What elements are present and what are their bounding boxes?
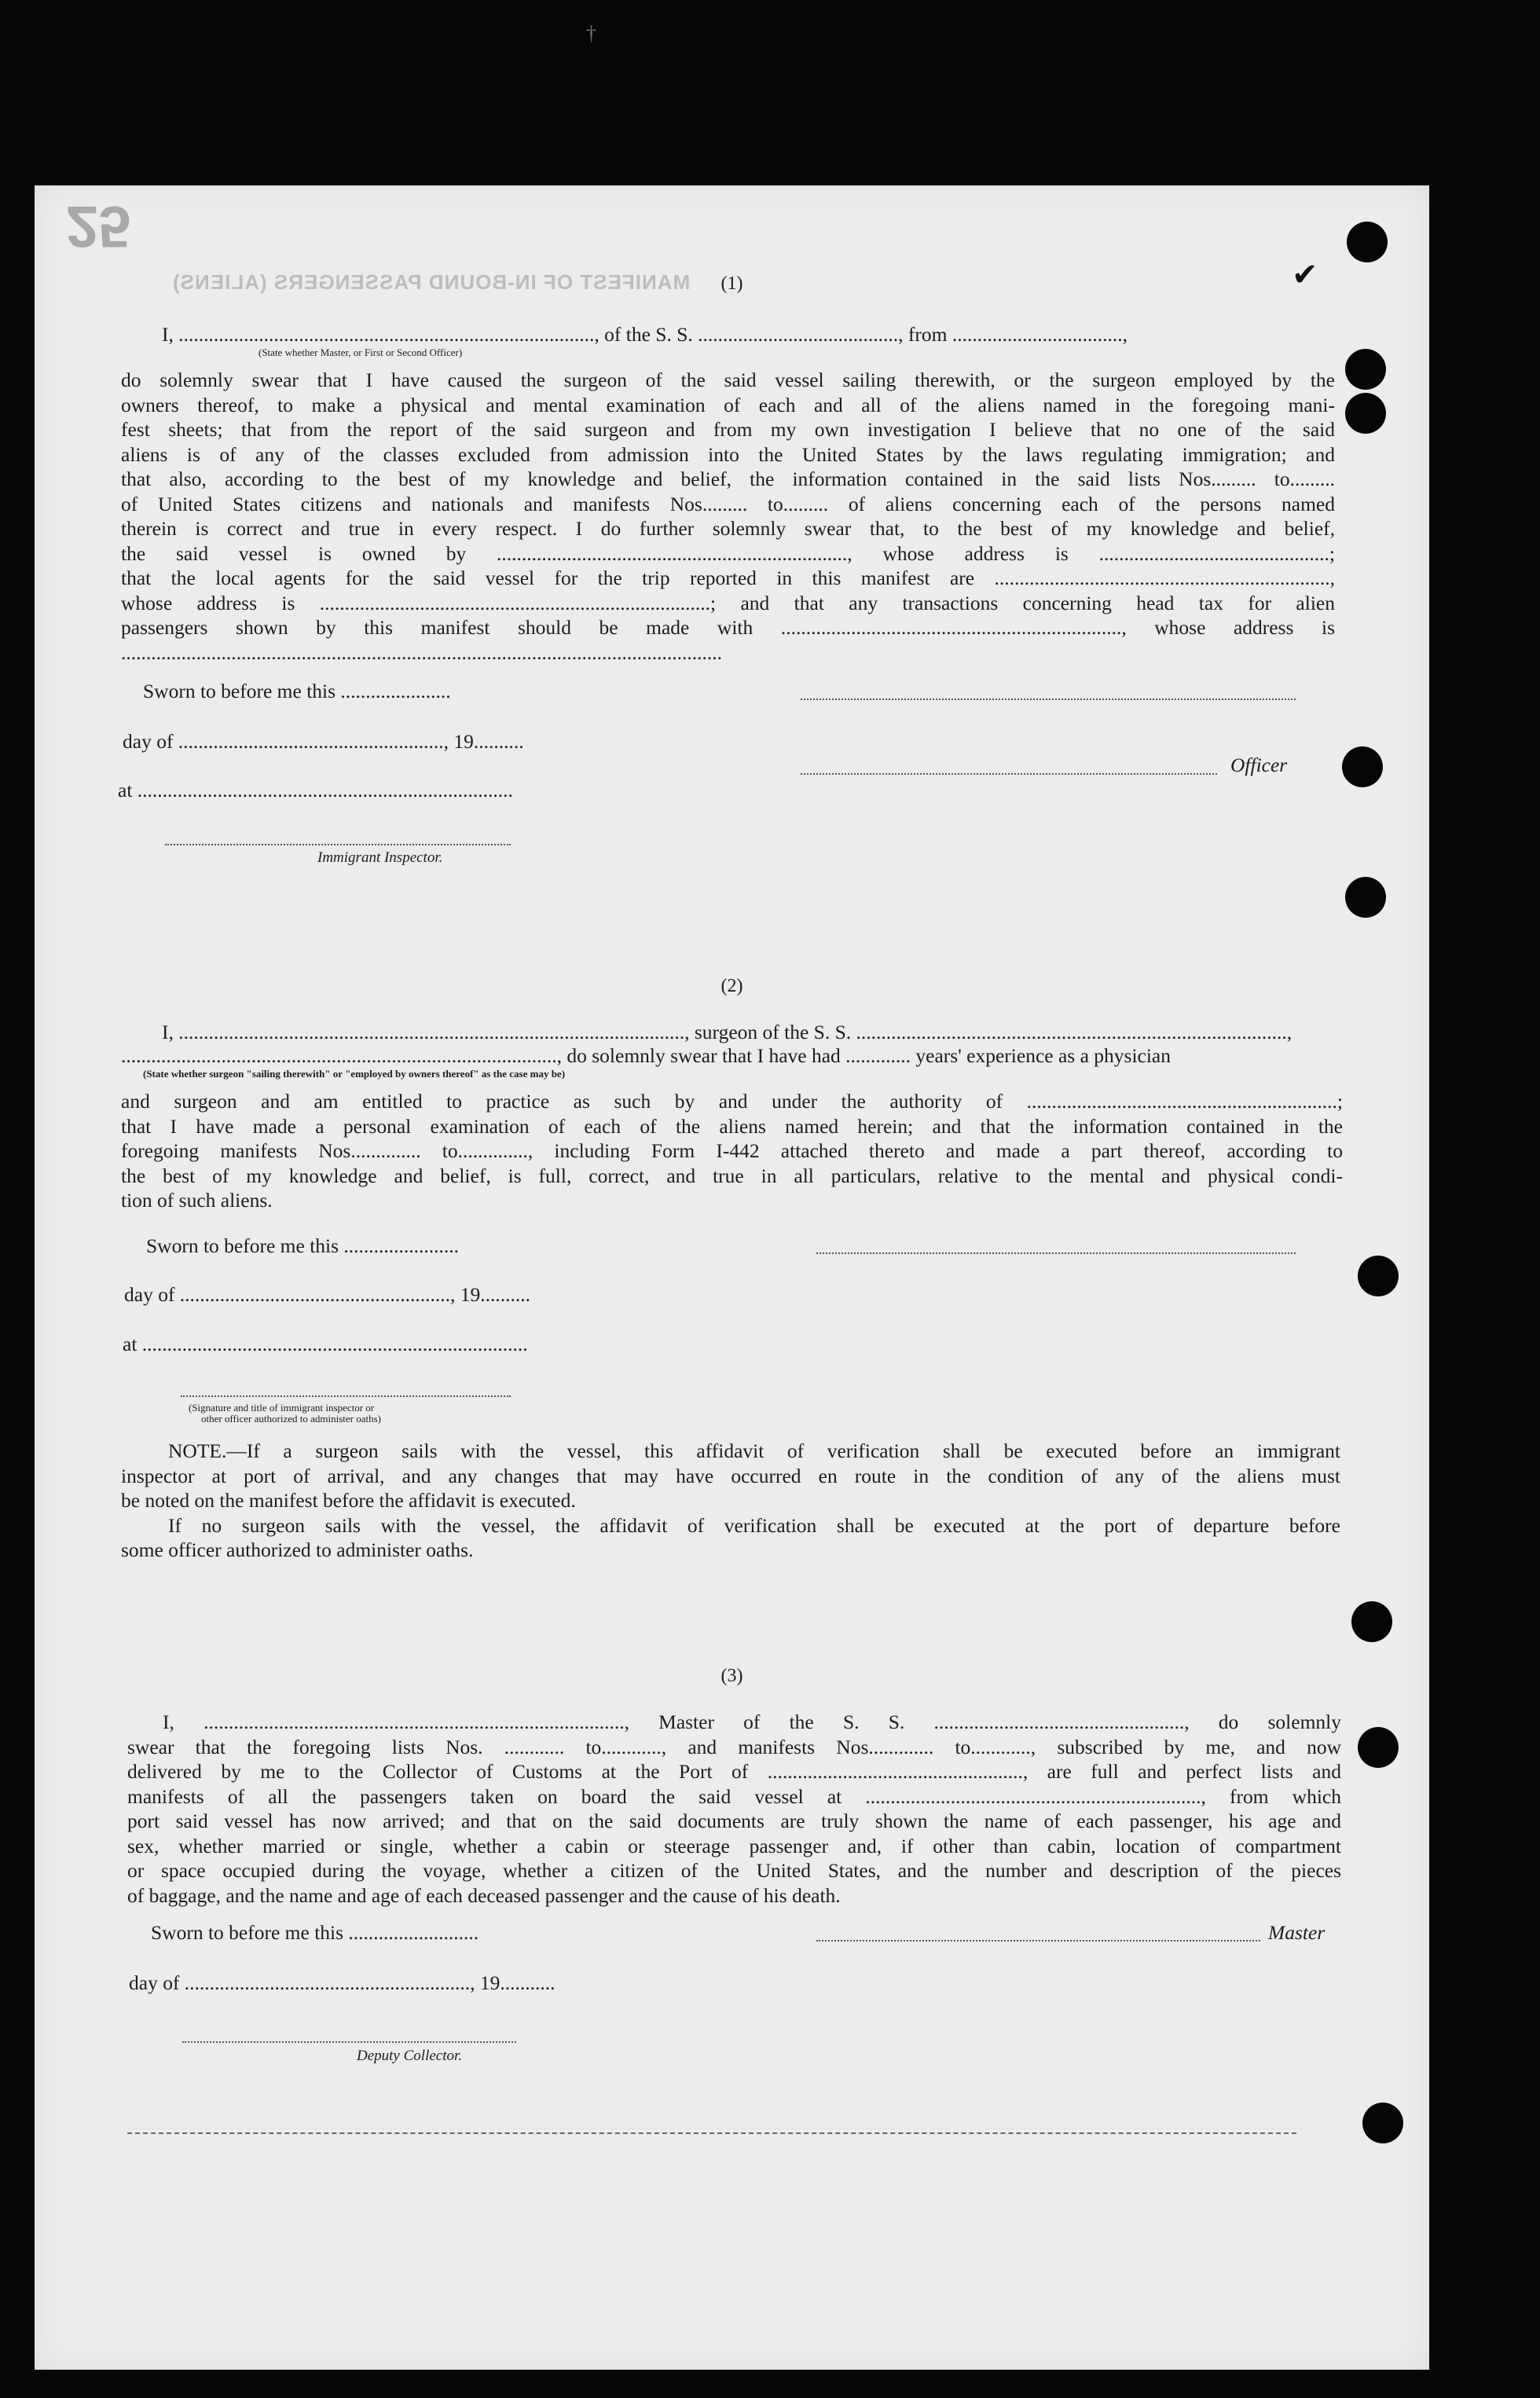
section-1-line: passengers shown by this manifest should be made with ...................................................................., whose address is bbox=[121, 616, 1335, 639]
section-1-day: day of ....................................................., 19.......... bbox=[123, 730, 524, 753]
section-3-line: I, ...................................................................................., Master of the S. S. .................................................., do solemnly bbox=[163, 1710, 1341, 1733]
section-1-paragraph bbox=[121, 368, 1335, 665]
section-3-line: port said vessel has now arrived; and that on the said documents are truly shown the name of each passenger, his age and bbox=[127, 1810, 1341, 1832]
section-2-signature-caption-2: other officer authorized to administer oaths) bbox=[201, 1413, 381, 1424]
section-3-line: manifests of all the passengers taken on board the said vessel at ..................................................................., from which bbox=[127, 1784, 1341, 1808]
punch-hole bbox=[1345, 349, 1386, 390]
punch-hole bbox=[1345, 393, 1386, 434]
section-3-day: day of ........................................................., 19........... bbox=[129, 1971, 556, 1994]
section-1-line: aliens is of any of the classes excluded from admission into the United States by the laws regulating immigration; and bbox=[121, 442, 1335, 466]
section-3-line: swear that the foregoing lists Nos. ............ to............, and manifests Nos............. to............, subscribed by me, and now bbox=[127, 1735, 1341, 1758]
section-2-note bbox=[121, 1439, 1340, 1563]
section-1-line: the said vessel is owned by ......................................................................, whose address is ..............................................; bbox=[121, 541, 1335, 565]
section-1-intro-line: I, ..................................................................................., of the S. S. ........................................, from .................................., bbox=[162, 323, 1128, 346]
punch-hole bbox=[1358, 1727, 1399, 1768]
section-1-inspector-line bbox=[165, 844, 511, 845]
bottom-rule bbox=[127, 2132, 1296, 2134]
section-2-signature-caption-1: (Signature and title of immigrant inspector or bbox=[189, 1402, 375, 1414]
check-mark: ✔ bbox=[1292, 257, 1318, 292]
punch-hole bbox=[1362, 2103, 1403, 2143]
section-3-master-label: Master bbox=[1268, 1921, 1326, 1944]
section-1-line: whose address is ..............................................................................; and that any transactions concerning head tax for alien bbox=[121, 591, 1335, 614]
section-1-line: that the local agents for the said vessel for the trip reported in this manifest are ..................................................................., bbox=[121, 566, 1335, 589]
section-1-inspector-caption: Immigrant Inspector. bbox=[317, 849, 443, 866]
section-1-line: fest sheets; that from the report of the said surgeon and from my own investigation I believe that no one of the said bbox=[121, 418, 1335, 441]
section-3-line: of baggage, and the name and age of each deceased passenger and the cause of his death. bbox=[127, 1883, 841, 1907]
section-3-line: or space occupied during the voyage, whether a citizen of the United States, and the number and description of the pieces bbox=[127, 1859, 1341, 1882]
section-2-line: the best of my knowledge and belief, is full, correct, and true in all particulars, relative to the mental and physical condi- bbox=[121, 1164, 1343, 1187]
section-1-number: (1) bbox=[720, 273, 743, 294]
section-2-inspector-line bbox=[181, 1395, 511, 1397]
section-2-line: foregoing manifests Nos.............. to.............., including Form I-442 attached thereto and made a part thereof, according to bbox=[121, 1139, 1343, 1162]
section-1-line: owners thereof, to make a physical and mental examination of each and all of the aliens named in the foregoing mani- bbox=[121, 393, 1335, 416]
note-line: If no surgeon sails with the vessel, the affidavit of verification shall be executed at the port of departure before bbox=[168, 1513, 1340, 1537]
section-2-line-2: ......................................................................................., do solemnly swear that I have had ............. years' experience as a physician bbox=[121, 1044, 1171, 1067]
section-1-line: do solemnly swear that I have caused the surgeon of the said vessel sailing therewith, or the surgeon employed by the bbox=[121, 368, 1335, 391]
note-line: some officer authorized to administer oaths. bbox=[121, 1538, 474, 1561]
section-2-day: day of ......................................................, 19.......... bbox=[124, 1283, 531, 1306]
section-1-signature-line bbox=[801, 698, 1296, 700]
section-2-number: (2) bbox=[720, 976, 743, 996]
punch-hole bbox=[1345, 877, 1386, 918]
section-2-line-1: I, ....................................................................................................., surgeon of the S. S. ......................................................................................, bbox=[162, 1021, 1292, 1043]
section-3-line: sex, whether married or single, whether a cabin or steerage passenger and, if other than cabin, location of compartment bbox=[127, 1834, 1341, 1857]
section-1-line: therein is correct and true in every respect. I do further solemnly swear that, to the best of my knowledge and belief, bbox=[121, 517, 1335, 540]
note-line: NOTE.—If a surgeon sails with the vessel, this affidavit of verification shall be executed before an immigrant bbox=[168, 1439, 1340, 1462]
corner-number: 25 bbox=[66, 194, 131, 259]
note-line: inspector at port of arrival, and any changes that may have occurred en route in the condition of any of the aliens must bbox=[121, 1464, 1340, 1487]
section-1-officer-line bbox=[801, 773, 1217, 775]
section-1-at: at ........................................................................... bbox=[118, 779, 513, 801]
punch-hole bbox=[1342, 746, 1383, 787]
section-1-sworn: Sworn to before me this ...................... bbox=[143, 680, 451, 702]
section-3-paragraph bbox=[127, 1710, 1341, 1908]
punch-hole bbox=[1347, 222, 1388, 262]
punch-hole bbox=[1351, 1601, 1392, 1642]
section-2-at: at ............................................................................. bbox=[123, 1333, 528, 1355]
section-2-line: that I have made a personal examination of each of the aliens named herein; and that the information contained in the bbox=[121, 1114, 1343, 1138]
section-2-line: and surgeon and am entitled to practice as such by and under the authority of ..............................................................; bbox=[121, 1090, 1343, 1113]
punch-hole bbox=[1358, 1256, 1399, 1296]
section-2-line: tion of such aliens. bbox=[121, 1189, 273, 1212]
section-2-paragraph bbox=[121, 1089, 1343, 1213]
section-2-sworn: Sworn to before me this ....................... bbox=[146, 1234, 460, 1257]
section-3-number: (3) bbox=[720, 1666, 743, 1686]
section-1-line: that also, according to the best of my knowledge and belief, the information contained in the said lists Nos......... to......... bbox=[121, 468, 1335, 490]
section-2-signature-line bbox=[816, 1252, 1296, 1254]
section-1-intro-caption: (State whether Master, or First or Second Officer) bbox=[258, 346, 463, 358]
section-3-line: delivered by me to the Collector of Customs at the Port of ..................................................., are full and perfect lists and bbox=[127, 1760, 1341, 1783]
note-line: be noted on the manifest before the affidavit is executed. bbox=[121, 1489, 576, 1512]
section-3-master-line bbox=[816, 1940, 1260, 1942]
section-1-line: ........................................................................................................................ bbox=[121, 640, 722, 664]
section-3-sworn: Sworn to before me this .......................... bbox=[151, 1921, 479, 1944]
form-page bbox=[35, 185, 1429, 2370]
manifest-stamp: MANIFEST OF IN-BOUND PASSENGERS (ALIENS) bbox=[172, 270, 691, 294]
section-1-officer-label: Officer bbox=[1230, 754, 1288, 776]
section-2-line-2-caption: (State whether surgeon "sailing therewith" or "employed by owners thereof" as the case may be) bbox=[143, 1068, 566, 1080]
section-3-collector-line bbox=[182, 2041, 516, 2043]
top-mark: † bbox=[586, 22, 596, 45]
section-1-line: of United States citizens and nationals and manifests Nos......... to......... of aliens concerning each of the persons named bbox=[121, 492, 1335, 515]
section-3-collector-caption: Deputy Collector. bbox=[357, 2048, 463, 2064]
